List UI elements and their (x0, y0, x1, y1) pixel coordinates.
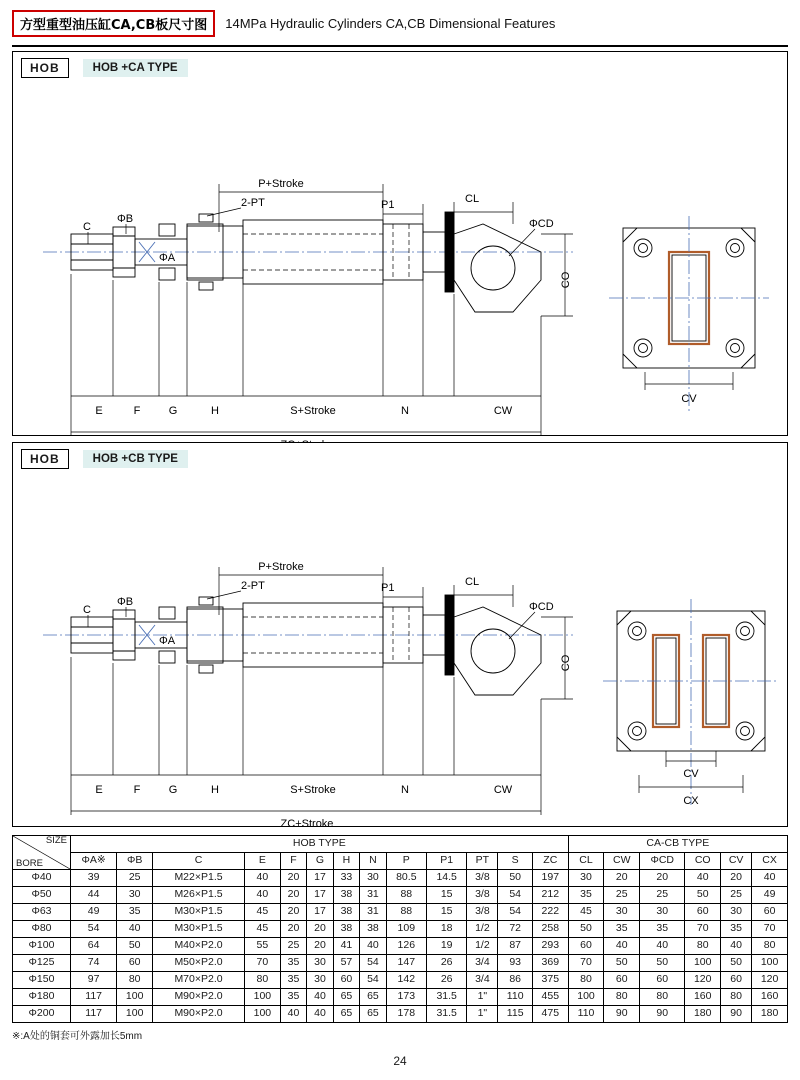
table-cell: 38 (333, 904, 359, 921)
table-cell: 117 (71, 989, 117, 1006)
table-cell: 33 (333, 870, 359, 887)
table-cell: 80 (685, 938, 721, 955)
label-p-stroke: P+Stroke (258, 178, 304, 190)
label-2pt: 2-PT (241, 197, 265, 209)
table-row (13, 938, 788, 955)
table-cell: 25 (117, 870, 153, 887)
table-cell: 17 (307, 887, 333, 904)
table-cell: 35 (604, 921, 640, 938)
label-co: CO (560, 654, 572, 672)
table-group-ca-cb: CA-CB TYPE (568, 836, 787, 853)
table-cell: 97 (71, 972, 117, 989)
table-cell: 80.5 (386, 870, 426, 887)
table-cell: 90 (640, 1006, 685, 1023)
table-cell: 38 (333, 887, 359, 904)
table-cell: 70 (685, 921, 721, 938)
label-c: C (83, 221, 91, 233)
table-cell: 88 (386, 904, 426, 921)
table-cell: M40×P2.0 (153, 938, 245, 955)
table-cell: M90×P2.0 (153, 1006, 245, 1023)
col-header: ΦB (117, 853, 153, 870)
header-title-cn: 方型重型油压缸CA,CB板尺寸图 (12, 10, 215, 37)
table-cell: 54 (498, 904, 533, 921)
table-cell: 17 (307, 904, 333, 921)
table-cell: 25 (640, 887, 685, 904)
table-cell: 100 (117, 989, 153, 1006)
table-cell-bore: Φ80 (13, 921, 71, 938)
table-cell: 30 (360, 870, 386, 887)
table-cell: 25 (280, 938, 306, 955)
table-cell: 31 (360, 904, 386, 921)
table-cell: 20 (307, 921, 333, 938)
table-cell: 31 (360, 887, 386, 904)
table-cell: 72 (498, 921, 533, 938)
corner-label-bore: BORE (16, 857, 43, 869)
table-cell: 45 (245, 921, 281, 938)
table-cell: 15 (426, 887, 466, 904)
table-cell: M30×P1.5 (153, 921, 245, 938)
header-title-en: 14MPa Hydraulic Cylinders CA,CB Dimensional Features (225, 16, 556, 31)
label-c: C (83, 604, 91, 616)
label-n: N (401, 784, 409, 796)
spec-table (12, 835, 788, 1023)
table-row (13, 972, 788, 989)
table-cell-bore: Φ63 (13, 904, 71, 921)
col-header: CW (604, 853, 640, 870)
table-note: ※:A处的铜套可外露加长5mm (12, 1031, 143, 1042)
table-cell: 160 (685, 989, 721, 1006)
table-cell-bore: Φ150 (13, 972, 71, 989)
table-column-header-row (13, 853, 788, 870)
table-cell: 70 (752, 921, 788, 938)
label-e: E (95, 784, 103, 796)
table-cell: 93 (498, 955, 533, 972)
table-cell: 212 (532, 887, 568, 904)
label-n: N (401, 405, 409, 417)
table-cell: 100 (752, 955, 788, 972)
panel-ca-type-label: HOB +CA TYPE (83, 59, 188, 77)
page-header (12, 8, 788, 43)
table-cell: 15 (426, 904, 466, 921)
table-cell: 25 (604, 887, 640, 904)
table-cell: 222 (532, 904, 568, 921)
table-cell: 455 (532, 989, 568, 1006)
table-cell: 20 (280, 904, 306, 921)
table-cell: 19 (426, 938, 466, 955)
table-cell: 80 (568, 972, 604, 989)
table-cell: 60 (752, 904, 788, 921)
panel-ca-tag: HOB (21, 58, 69, 78)
label-h: H (211, 405, 219, 417)
col-header: G (307, 853, 333, 870)
table-cell: 30 (307, 955, 333, 972)
table-cell: 31.5 (426, 1006, 466, 1023)
label-p-stroke: P+Stroke (258, 561, 304, 573)
table-cell: 110 (568, 1006, 604, 1023)
table-cell: 80 (752, 938, 788, 955)
col-header: F (280, 853, 306, 870)
table-cell: 45 (568, 904, 604, 921)
table-row (13, 989, 788, 1006)
table-cell: 109 (386, 921, 426, 938)
table-cell: 70 (245, 955, 281, 972)
table-cell: 90 (604, 1006, 640, 1023)
table-group-hob: HOB TYPE (71, 836, 569, 853)
table-cell: 86 (498, 972, 533, 989)
table-cell: 49 (71, 904, 117, 921)
table-cell: 40 (752, 870, 788, 887)
label-s-stroke: S+Stroke (290, 405, 336, 417)
table-cell: 197 (532, 870, 568, 887)
table-row (13, 955, 788, 972)
table-cell: 55 (245, 938, 281, 955)
table-cell: 100 (245, 989, 281, 1006)
table-cell: 1/2 (467, 921, 498, 938)
table-cell: 126 (386, 938, 426, 955)
col-header: P (386, 853, 426, 870)
table-cell: 50 (685, 887, 721, 904)
table-cell: 80 (640, 989, 685, 1006)
table-cell: 375 (532, 972, 568, 989)
table-cell: 64 (71, 938, 117, 955)
table-cell: 35 (280, 989, 306, 1006)
table-cell: 3/4 (467, 972, 498, 989)
table-cell: 60 (604, 972, 640, 989)
table-group-header-row (13, 836, 788, 853)
table-cell: 115 (498, 1006, 533, 1023)
table-cell: 40 (604, 938, 640, 955)
table-cell: 49 (752, 887, 788, 904)
table-cell: 80 (721, 989, 752, 1006)
label-phi-b: ΦB (117, 596, 134, 608)
table-cell: M30×P1.5 (153, 904, 245, 921)
table-cell: 20 (721, 870, 752, 887)
table-cell: 35 (640, 921, 685, 938)
table-cell: 20 (604, 870, 640, 887)
table-cell: 70 (568, 955, 604, 972)
table-cell: M70×P2.0 (153, 972, 245, 989)
col-header: C (153, 853, 245, 870)
table-cell: 50 (498, 870, 533, 887)
table-cell: 100 (685, 955, 721, 972)
table-cell: 35 (117, 904, 153, 921)
figure-ca-drawing (13, 84, 787, 417)
table-cell: 65 (360, 989, 386, 1006)
table-cell: 50 (117, 938, 153, 955)
label-cx: CX (683, 795, 699, 807)
table-cell: 30 (721, 904, 752, 921)
table-cell: 60 (568, 938, 604, 955)
table-cell: 30 (604, 904, 640, 921)
panel-cb-tag: HOB (21, 449, 69, 469)
table-cell: 65 (333, 989, 359, 1006)
table-cell: 35 (568, 887, 604, 904)
label-phi-cd: ΦCD (529, 601, 554, 613)
table-cell: 74 (71, 955, 117, 972)
label-g: G (168, 405, 178, 417)
table-cell: 1" (467, 1006, 498, 1023)
table-cell: 26 (426, 955, 466, 972)
col-header: PT (467, 853, 498, 870)
table-cell: 30 (640, 904, 685, 921)
table-cell: 40 (245, 887, 281, 904)
table-cell: 40 (360, 938, 386, 955)
table-cell-bore: Φ100 (13, 938, 71, 955)
table-cell: 20 (280, 887, 306, 904)
col-header: N (360, 853, 386, 870)
table-cell: 65 (360, 1006, 386, 1023)
table-cell: 40 (280, 1006, 306, 1023)
panel-cb-title (13, 443, 787, 475)
table-cell: 44 (71, 887, 117, 904)
table-cell: 41 (333, 938, 359, 955)
figure-panel-cb (12, 442, 788, 830)
label-phi-cd: ΦCD (529, 218, 554, 230)
table-row (13, 904, 788, 921)
table-cell: 60 (640, 972, 685, 989)
table-cell: 35 (280, 972, 306, 989)
table-cell: 38 (333, 921, 359, 938)
table-cell: M26×P1.5 (153, 887, 245, 904)
table-cell: 60 (333, 972, 359, 989)
table-cell: 57 (333, 955, 359, 972)
label-h: H (211, 784, 219, 796)
table-cell: 38 (360, 921, 386, 938)
label-g: G (168, 784, 178, 796)
table-cell: 3/4 (467, 955, 498, 972)
label-s-stroke: S+Stroke (290, 784, 336, 796)
table-cell: 30 (117, 887, 153, 904)
table-cell: 1/2 (467, 938, 498, 955)
table-cell: 20 (307, 938, 333, 955)
label-cw: CW (493, 405, 513, 417)
table-cell: 14.5 (426, 870, 466, 887)
table-cell: 25 (721, 887, 752, 904)
col-header: E (245, 853, 281, 870)
table-corner-cell (13, 836, 71, 870)
table-cell: 40 (640, 938, 685, 955)
table-cell: 26 (426, 972, 466, 989)
table-cell: 80 (604, 989, 640, 1006)
table-cell: 88 (386, 887, 426, 904)
table-cell: 30 (307, 972, 333, 989)
label-cv: CV (681, 393, 697, 405)
table-cell-bore: Φ40 (13, 870, 71, 887)
table-row (13, 870, 788, 887)
table-cell: 20 (280, 870, 306, 887)
table-cell: 120 (752, 972, 788, 989)
table-cell: 110 (498, 989, 533, 1006)
table-cell: 45 (245, 904, 281, 921)
label-cv: CV (683, 768, 699, 780)
col-header: CX (752, 853, 788, 870)
table-cell: 60 (721, 972, 752, 989)
label-p1: P1 (381, 199, 395, 211)
table-cell: 147 (386, 955, 426, 972)
table-cell: 87 (498, 938, 533, 955)
col-header: CO (685, 853, 721, 870)
table-cell: 60 (117, 955, 153, 972)
table-cell: M90×P2.0 (153, 989, 245, 1006)
table-cell: 293 (532, 938, 568, 955)
table-row (13, 1006, 788, 1023)
table-cell: 178 (386, 1006, 426, 1023)
table-cell: 35 (721, 921, 752, 938)
table-cell: 3/8 (467, 904, 498, 921)
table-cell: 17 (307, 870, 333, 887)
figure-cb-drawing (13, 475, 787, 830)
col-header: ZC (532, 853, 568, 870)
table-cell: 173 (386, 989, 426, 1006)
table-cell: 54 (71, 921, 117, 938)
table-cell: 50 (604, 955, 640, 972)
table-cell: 100 (245, 1006, 281, 1023)
table-cell: 142 (386, 972, 426, 989)
label-phi-b: ΦB (117, 213, 134, 225)
table-row (13, 921, 788, 938)
table-cell: 369 (532, 955, 568, 972)
table-cell-bore: Φ200 (13, 1006, 71, 1023)
header-divider (12, 45, 788, 47)
label-co: CO (560, 271, 572, 289)
col-header: P1 (426, 853, 466, 870)
label-cl: CL (465, 193, 480, 205)
label-e: E (95, 405, 103, 417)
table-cell: 60 (685, 904, 721, 921)
table-cell: 30 (568, 870, 604, 887)
table-cell: 258 (532, 921, 568, 938)
table-cell: 40 (721, 938, 752, 955)
label-phi-a: ΦA (159, 635, 176, 647)
table-cell: 90 (721, 1006, 752, 1023)
panel-ca-title (13, 52, 787, 84)
table-cell: 475 (532, 1006, 568, 1023)
table-cell: 40 (307, 1006, 333, 1023)
table-cell: 40 (685, 870, 721, 887)
table-cell: 20 (640, 870, 685, 887)
corner-label-size: SIZE (45, 835, 67, 846)
table-cell: 180 (752, 1006, 788, 1023)
table-cell: 18 (426, 921, 466, 938)
table-cell-bore: Φ125 (13, 955, 71, 972)
table-cell: 50 (568, 921, 604, 938)
table-cell: 50 (640, 955, 685, 972)
table-cell: 40 (117, 921, 153, 938)
col-header: S (498, 853, 533, 870)
label-f: F (133, 784, 141, 796)
table-cell: 120 (685, 972, 721, 989)
table-cell: 54 (360, 955, 386, 972)
table-cell: 1" (467, 989, 498, 1006)
label-cw: CW (493, 784, 513, 796)
label-2pt: 2-PT (241, 580, 265, 592)
table-cell: 54 (498, 887, 533, 904)
col-header: ΦA※ (71, 853, 117, 870)
table-cell: 31.5 (426, 989, 466, 1006)
table-cell: M22×P1.5 (153, 870, 245, 887)
label-cl: CL (465, 576, 480, 588)
table-cell: 65 (333, 1006, 359, 1023)
label-phi-a: ΦA (159, 252, 176, 264)
col-header: CL (568, 853, 604, 870)
table-cell: 40 (307, 989, 333, 1006)
col-header: H (333, 853, 359, 870)
table-cell: 160 (752, 989, 788, 1006)
table-body (13, 870, 788, 1023)
label-zc-stroke: ZC+Stroke (280, 818, 334, 830)
table-cell: 20 (280, 921, 306, 938)
page-number: 24 (393, 1054, 407, 1068)
figure-panel-ca (12, 51, 788, 436)
table-cell: 117 (71, 1006, 117, 1023)
panel-cb-type-label: HOB +CB TYPE (83, 450, 188, 468)
col-header: ΦCD (640, 853, 685, 870)
table-cell: 100 (568, 989, 604, 1006)
table-cell: 50 (721, 955, 752, 972)
table-cell: 3/8 (467, 887, 498, 904)
table-cell: 39 (71, 870, 117, 887)
table-cell: M50×P2.0 (153, 955, 245, 972)
table-cell: 40 (245, 870, 281, 887)
label-p1: P1 (381, 582, 395, 594)
table-cell-bore: Φ180 (13, 989, 71, 1006)
table-cell-bore: Φ50 (13, 887, 71, 904)
table-row (13, 887, 788, 904)
label-f: F (133, 405, 141, 417)
table-cell: 54 (360, 972, 386, 989)
table-cell: 35 (280, 955, 306, 972)
table-cell: 180 (685, 1006, 721, 1023)
table-cell: 80 (245, 972, 281, 989)
col-header: CV (721, 853, 752, 870)
table-cell: 3/8 (467, 870, 498, 887)
table-cell: 80 (117, 972, 153, 989)
table-cell: 100 (117, 1006, 153, 1023)
